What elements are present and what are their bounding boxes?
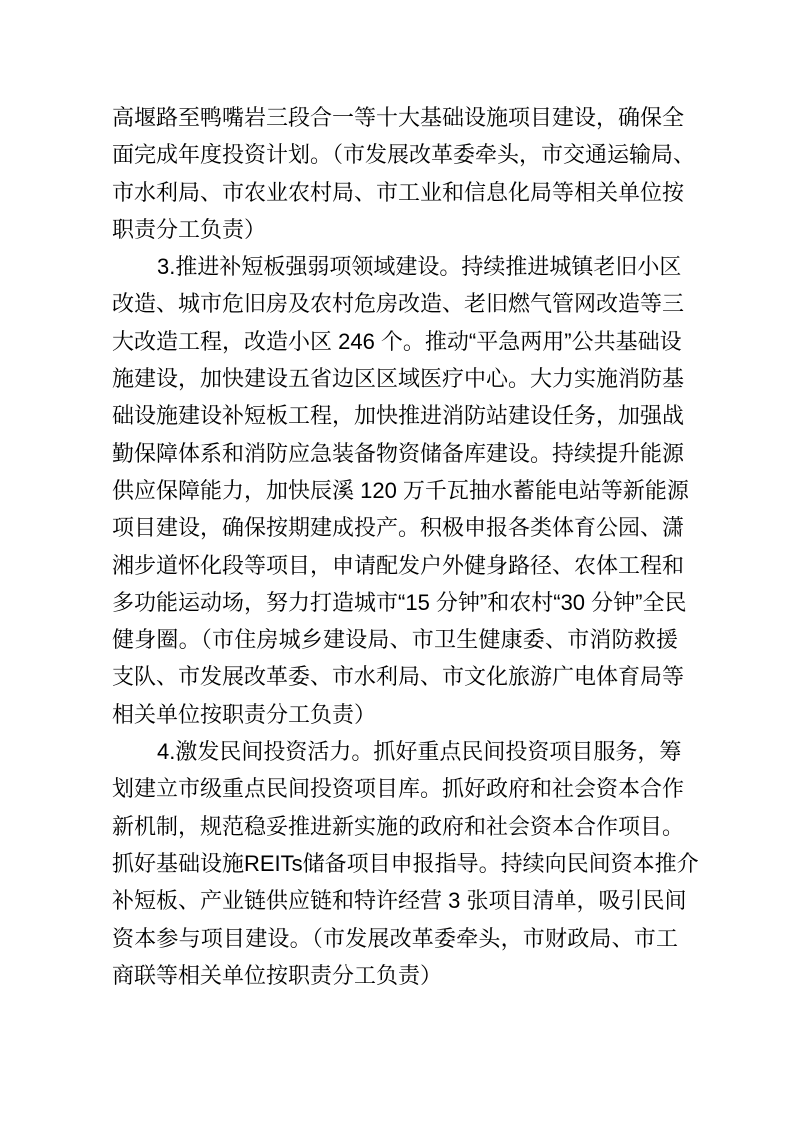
text-line: 勤保障体系和消防应急装备物资储备库建设。持续提升能源	[112, 440, 685, 466]
text-line: 抓好基础设施REITs储备项目申报指导。持续向民间资本推介	[112, 850, 699, 876]
text-line: 项目建设，确保按期建成投产。积极申报各类体育公园、潇	[112, 515, 685, 541]
text-line: 大改造工程，改造小区 246 个。推动“平急两用”公共基础设	[112, 328, 682, 354]
text-line: 湘步道怀化段等项目，申请配发户外健身路径、农体工程和	[112, 552, 685, 578]
text-line: 高堰路至鸭嘴岩三段合一等十大基础设施项目建设，确保全	[112, 105, 685, 130]
document-body	[112, 99, 699, 994]
text-line: 多功能运动场，努力打造城市“15 分钟”和农村“30 分钟”全民	[112, 589, 687, 615]
text-line: 新机制，规范稳妥推进新实施的政府和社会资本合作项目。	[112, 813, 685, 839]
text-line: 职责分工负责）	[112, 216, 267, 242]
text-line: 面完成年度投资计划。（市发展改革委牵头，市交通运输局、	[112, 142, 696, 168]
text-line: 4.激发民间投资活力。抓好重点民间投资项目服务，筹	[157, 739, 682, 765]
text-line: 3.推进补短板强弱项领域建设。持续推进城镇老旧小区	[157, 254, 682, 280]
text-line: 础设施建设补短板工程，加快推进消防站建设任务，加强战	[112, 403, 685, 429]
text-line: 商联等相关单位按职责分工负责）	[112, 962, 443, 988]
paragraph-continuation	[112, 99, 696, 248]
text-line: 供应保障能力，加快辰溪 120 万千瓦抽水蓄能电站等新能源	[112, 477, 689, 503]
paragraph-item-3	[112, 248, 689, 733]
text-line: 资本参与项目建设。（市发展改革委牵头，市财政局、市工	[112, 925, 678, 951]
text-line: 健身圈。（市住房城乡建设局、市卫生健康委、市消防救援	[112, 627, 678, 653]
text-line: 划建立市级重点民间投资项目库。抓好政府和社会资本合作	[112, 776, 685, 802]
text-line: 支队、市发展改革委、市水利局、市文化旅游广电体育局等	[112, 664, 685, 690]
paragraph-item-4	[112, 733, 699, 994]
text-line: 相关单位按职责分工负责）	[112, 701, 377, 727]
text-line: 施建设，加快建设五省边区区域医疗中心。大力实施消防基	[112, 366, 685, 392]
text-line: 补短板、产业链供应链和特许经营 3 张项目清单，吸引民间	[112, 888, 687, 914]
text-line: 改造、城市危旧房及农村危房改造、老旧燃气管网改造等三	[112, 291, 685, 317]
text-line: 市水利局、市农业农村局、市工业和信息化局等相关单位按	[112, 179, 685, 205]
